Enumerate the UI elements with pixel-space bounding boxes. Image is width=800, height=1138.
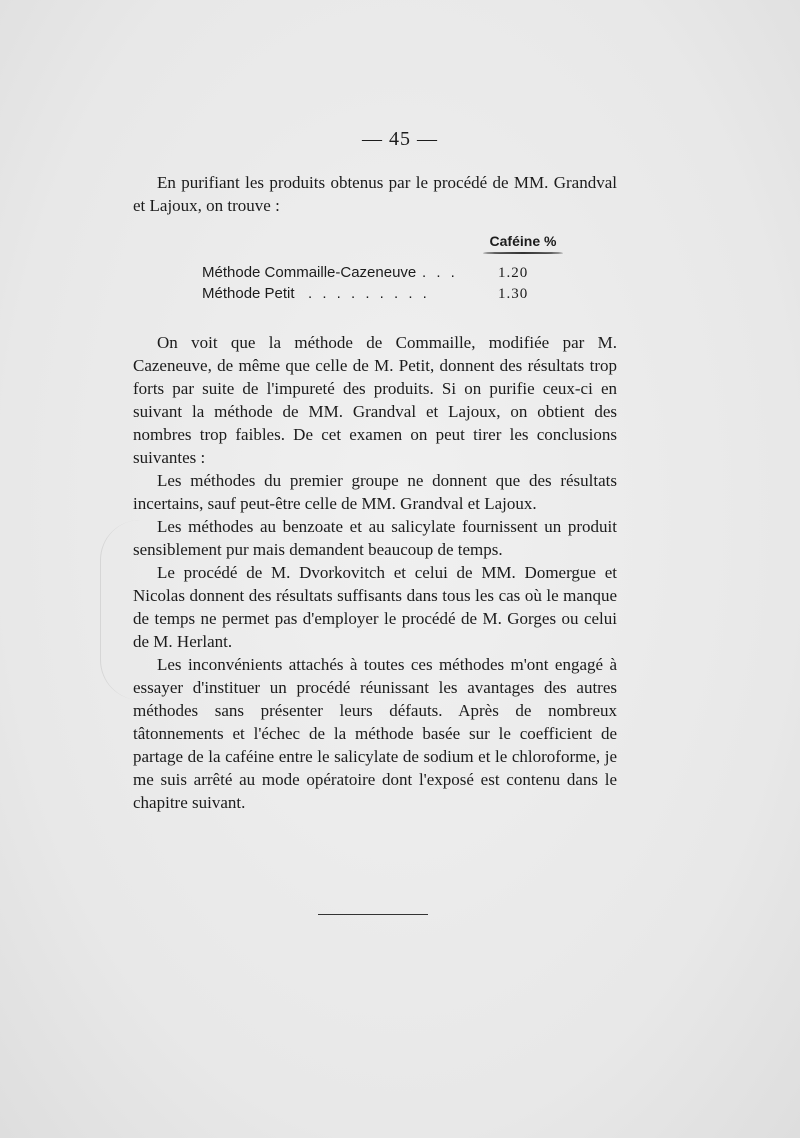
method-label: Méthode Petit <box>202 285 295 302</box>
header-underline <box>483 252 563 254</box>
caffeine-percent-header: Caféine % <box>489 233 557 249</box>
paragraph: Les méthodes au benzoate et au salicylate fournissent un produit sensiblement pur mais demandent beaucoup de temps. <box>133 517 617 559</box>
section-end-rule <box>318 914 428 915</box>
paragraph: On voit que la méthode de Commaille, modifiée par M. Cazeneuve, de même que celle de M. Petit, donnent des résultats trop forts par suite de l'impureté des produits. Si on purifie ceux-ci en suivant la méthode de MM. Grandval et Lajoux, on obtient des nombres trop faibles. De cet examen on peut tirer les conclusions suivantes : <box>133 333 617 467</box>
method-label: Méthode Commaille-Cazeneuve <box>202 264 417 281</box>
intro-text: En purifiant les produits obtenus par le procédé de MM. Grandval et Lajoux, on trouve : <box>133 173 617 215</box>
paragraph: Les inconvénients attachés à toutes ces méthodes m'ont engagé à essayer d'instituer un procédé réunissant les avantages des autres méthodes sans présenter leurs défauts. Après de nombreux tâtonnements et l'échec de la méthode basée sur le coefficient de partage de la caféine entre le salicylate de sodium et le chloroforme, je me suis arrêté au mode opératoire dont l'exposé est contenu dans le chapitre suivant. <box>133 655 617 812</box>
paragraph: Le procédé de M. Dvorkovitch et celui de MM. Domergue et Nicolas donnent des résultats suffisants dans tous les cas où le manque de temps ne permet pas d'employer le procédé de M. Gorges ou celui de M. Herlant. <box>133 563 617 651</box>
page-number: — 45 — <box>362 128 438 150</box>
caffeine-value: 1.30 <box>498 286 529 302</box>
intro-paragraph <box>133 171 617 217</box>
caffeine-value: 1.20 <box>498 265 529 281</box>
table-header <box>478 233 568 254</box>
body-text <box>133 331 617 814</box>
paragraph: Les méthodes du premier groupe ne donnent que des résultats incertains, sauf peut-être celle de MM. Grandval et Lajoux. <box>133 471 617 513</box>
leader-dots: . . . <box>422 264 458 281</box>
leader-dots: . . . . . . . . . <box>308 285 430 302</box>
